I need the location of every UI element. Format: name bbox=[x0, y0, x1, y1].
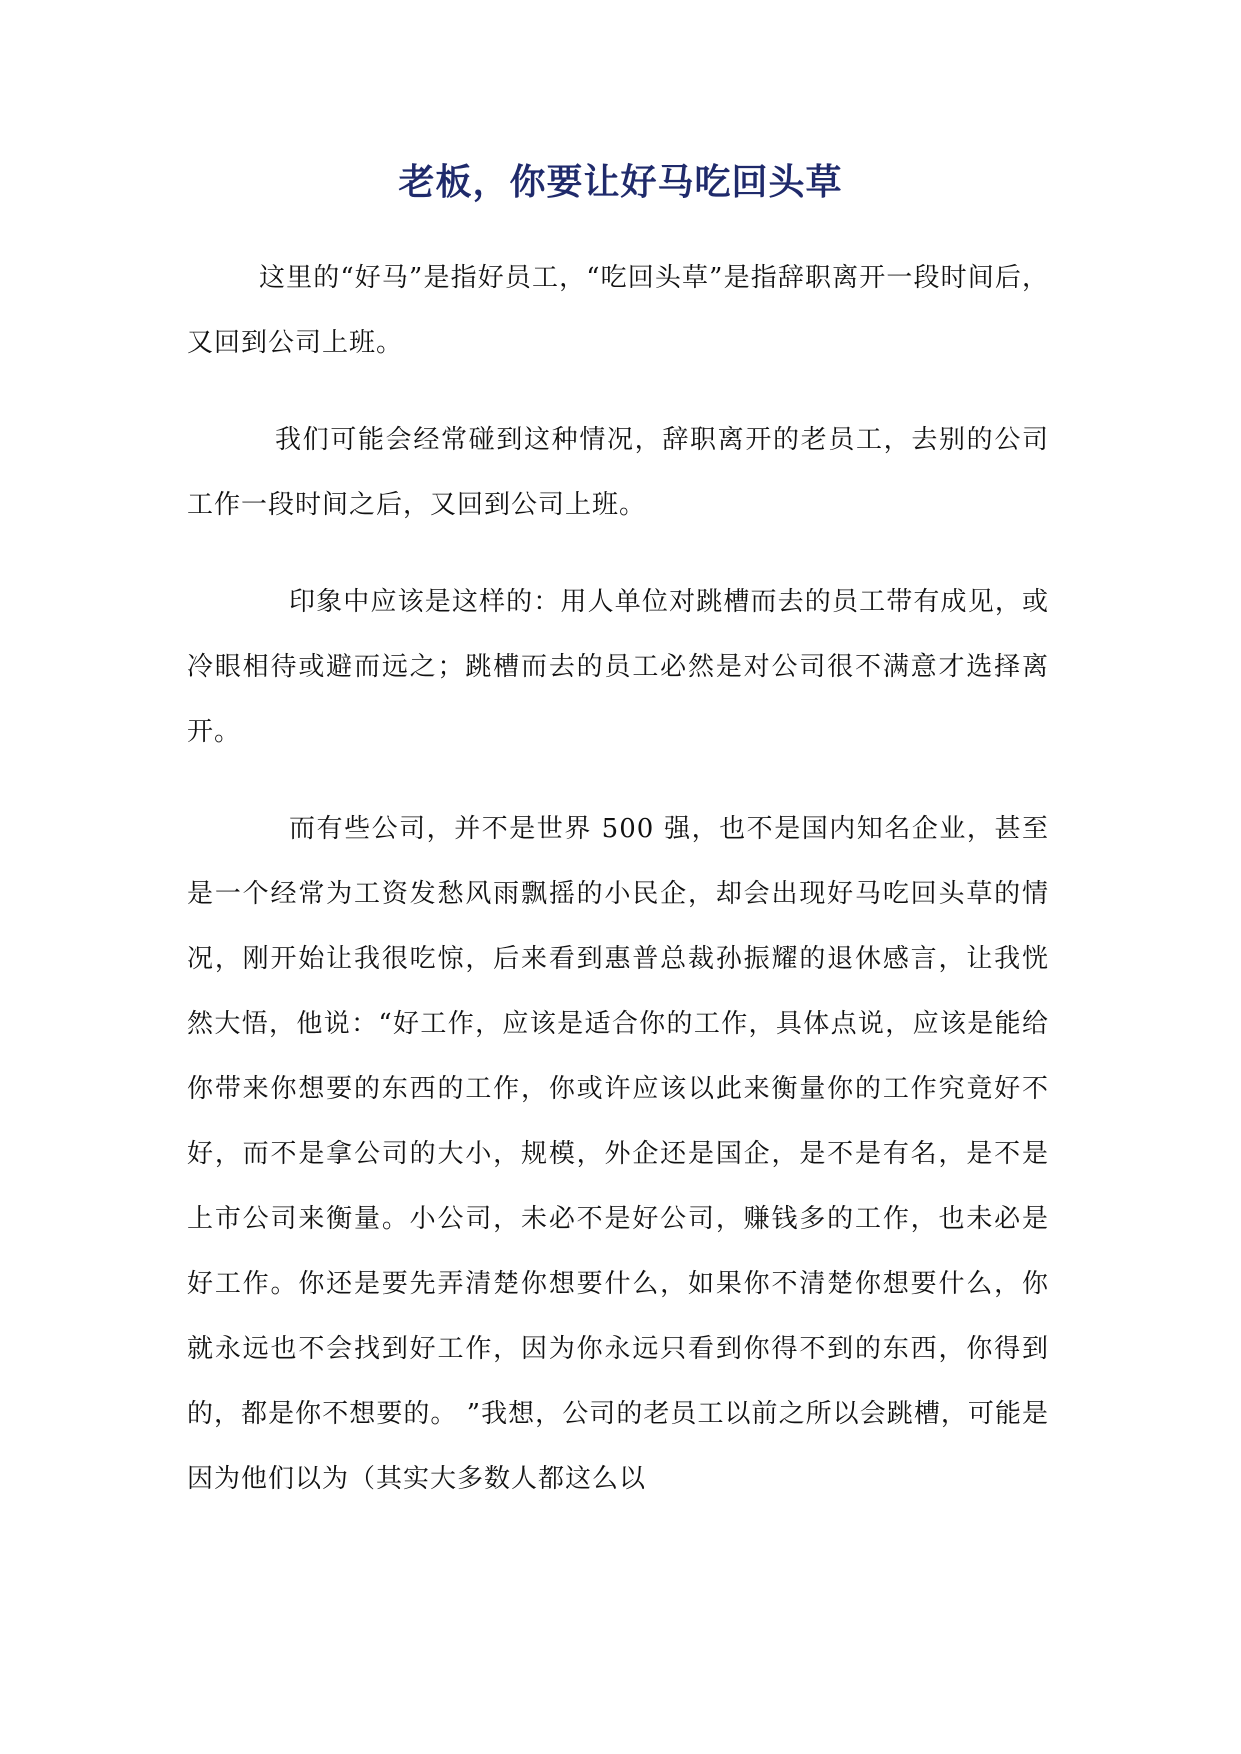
paragraph-2: 我们可能会经常碰到这种情况，辞职离开的老员工，去别的公司工作一段时间之后，又回到公司上班。 bbox=[187, 425, 1049, 520]
document-title: 老板，你要让好马吃回头草 bbox=[398, 161, 843, 203]
paragraph-4: 而有些公司，并不是世界 500 强，也不是国内知名企业，甚至是一个经常为工资发愁风雨飘摇的小民企，却会出现好马吃回头草的情况，刚开始让我很吃惊，后来看到惠普总裁孙振耀的退休感言，让我恍然大悟，他说：“好工作，应该是适合你的工作，具体点说，应该是能给你带来你想要的东西的工作，你或许应该以此来衡量你的工作究竟好不好，而不是拿公司的大小，规模，外企还是国企，是不是有名，是不是上市公司来衡量。小公司，未必不是好公司，赚钱多的工作，也未必是好工作。你还是要先弄清楚你想要什么，如果你不清楚你想要什么，你就永远也不会找到好工作，因为你永远只看到你得不到的东西，你得到的，都是你不想要的。 ”我想，公司的老员工以前之所以会跳槽，可能是因为他们以为（其实大多数人都这么以 bbox=[187, 814, 1049, 1494]
paragraph-1: 这里的“好马”是指好员工，“吃回头草”是指辞职离开一段时间后，又回到公司上班。 bbox=[187, 263, 1049, 358]
paragraph-3: 印象中应该是这样的：用人单位对跳槽而去的员工带有成见，或冷眼相待或避而远之；跳槽而去的员工必然是对公司很不满意才选择离开。 bbox=[187, 587, 1049, 747]
document-body bbox=[187, 246, 1049, 1544]
